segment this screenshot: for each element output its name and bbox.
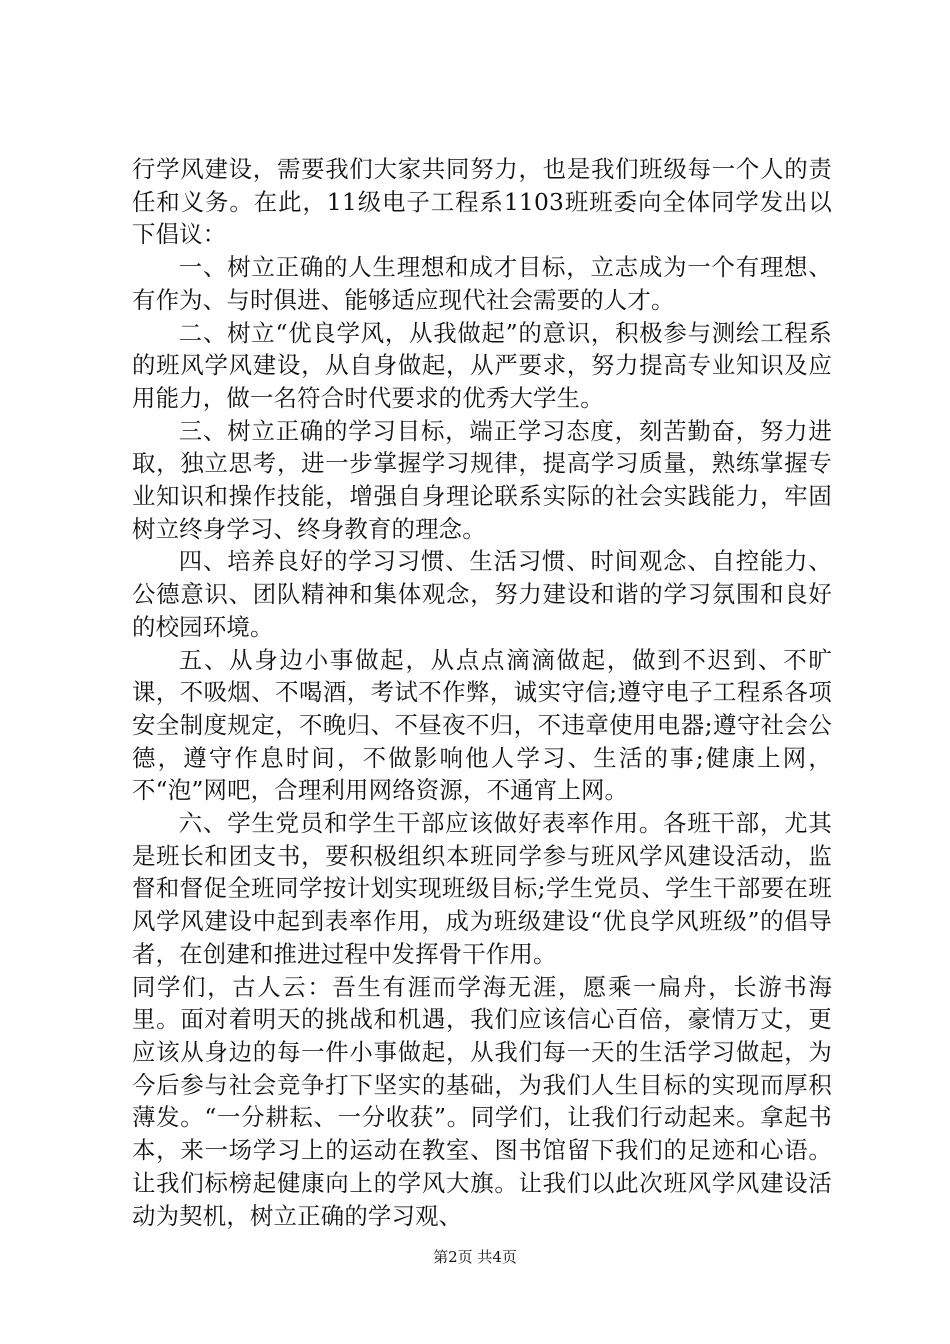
paragraph-closing: 同学们，古人云：吾生有涯而学海无涯，愿乘一扁舟，长游书海里。面对着明天的挑战和机遇，我们应该信心百倍，豪情万丈，更应该从身边的每一件小事做起，从我们每一天的生活学习做起，为今后参与社会竞争打下坚实的基础，为我们人生目标的实现而厚积薄发。“一分耕耘、一分收获”。同学们，让我们行动起来。拿起书本，来一场学习上的运动在教室、图书馆留下我们的足迹和心语。让我们标榜起健康向上的学风大旗。让我们以此次班风学风建设活动为契机，树立正确的学习观、 [132,972,832,1230]
paragraph-item-5: 五、从身边小事做起，从点点滴滴做起，做到不迟到、不旷课，不吸烟、不喝酒，考试不作弊，诚实守信;遵守电子工程系各项安全制度规定，不晚归、不昼夜不归，不违章使用电器;遵守社会公德，遵守作息时间，不做影响他人学习、生活的事;健康上网，不“泡”网吧，合理利用网络资源，不通宵上网。 [132,645,832,805]
document-body [132,153,832,1232]
paragraph-item-1: 一、树立正确的人生理想和成才目标，立志成为一个有理想、有作为、与时俱进、能够适应现代社会需要的人才。 [132,253,832,314]
paragraph-item-6: 六、学生党员和学生干部应该做好表率作用。各班干部，尤其是班长和团支书，要积极组织本班同学参与班风学风建设活动，监督和督促全班同学按计划实现班级目标;学生党员、学生干部要在班风学风建设中起到表率作用，成为班级建设“优良学风班级”的倡导者，在创建和推进过程中发挥骨干作用。 [132,809,832,968]
paragraph-intro: 行学风建设，需要我们大家共同努力，也是我们班级每一个人的责任和义务。在此，11级电子工程系1103班班委向全体同学发出以下倡议： [132,155,832,249]
page-number-footer: 第2页 共4页 [433,1248,517,1266]
paragraph-item-3: 三、树立正确的学习目标，端正学习态度，刻苦勤奋，努力进取，独立思考，进一步掌握学习规律，提高学习质量，熟练掌握专业知识和操作技能，增强自身理论联系实际的社会实践能力，牢固树立终身学习、终身教育的理念。 [132,416,832,543]
paragraph-item-4: 四、培养良好的学习习惯、生活习惯、时间观念、自控能力、公德意识、团队精神和集体观念，努力建设和谐的学习氛围和良好的校园环境。 [132,547,832,641]
paragraph-item-2: 二、树立“优良学风，从我做起”的意识，积极参与测绘工程系的班风学风建设，从自身做起，从严要求，努力提高专业知识及应用能力，做一名符合时代要求的优秀大学生。 [132,318,832,412]
